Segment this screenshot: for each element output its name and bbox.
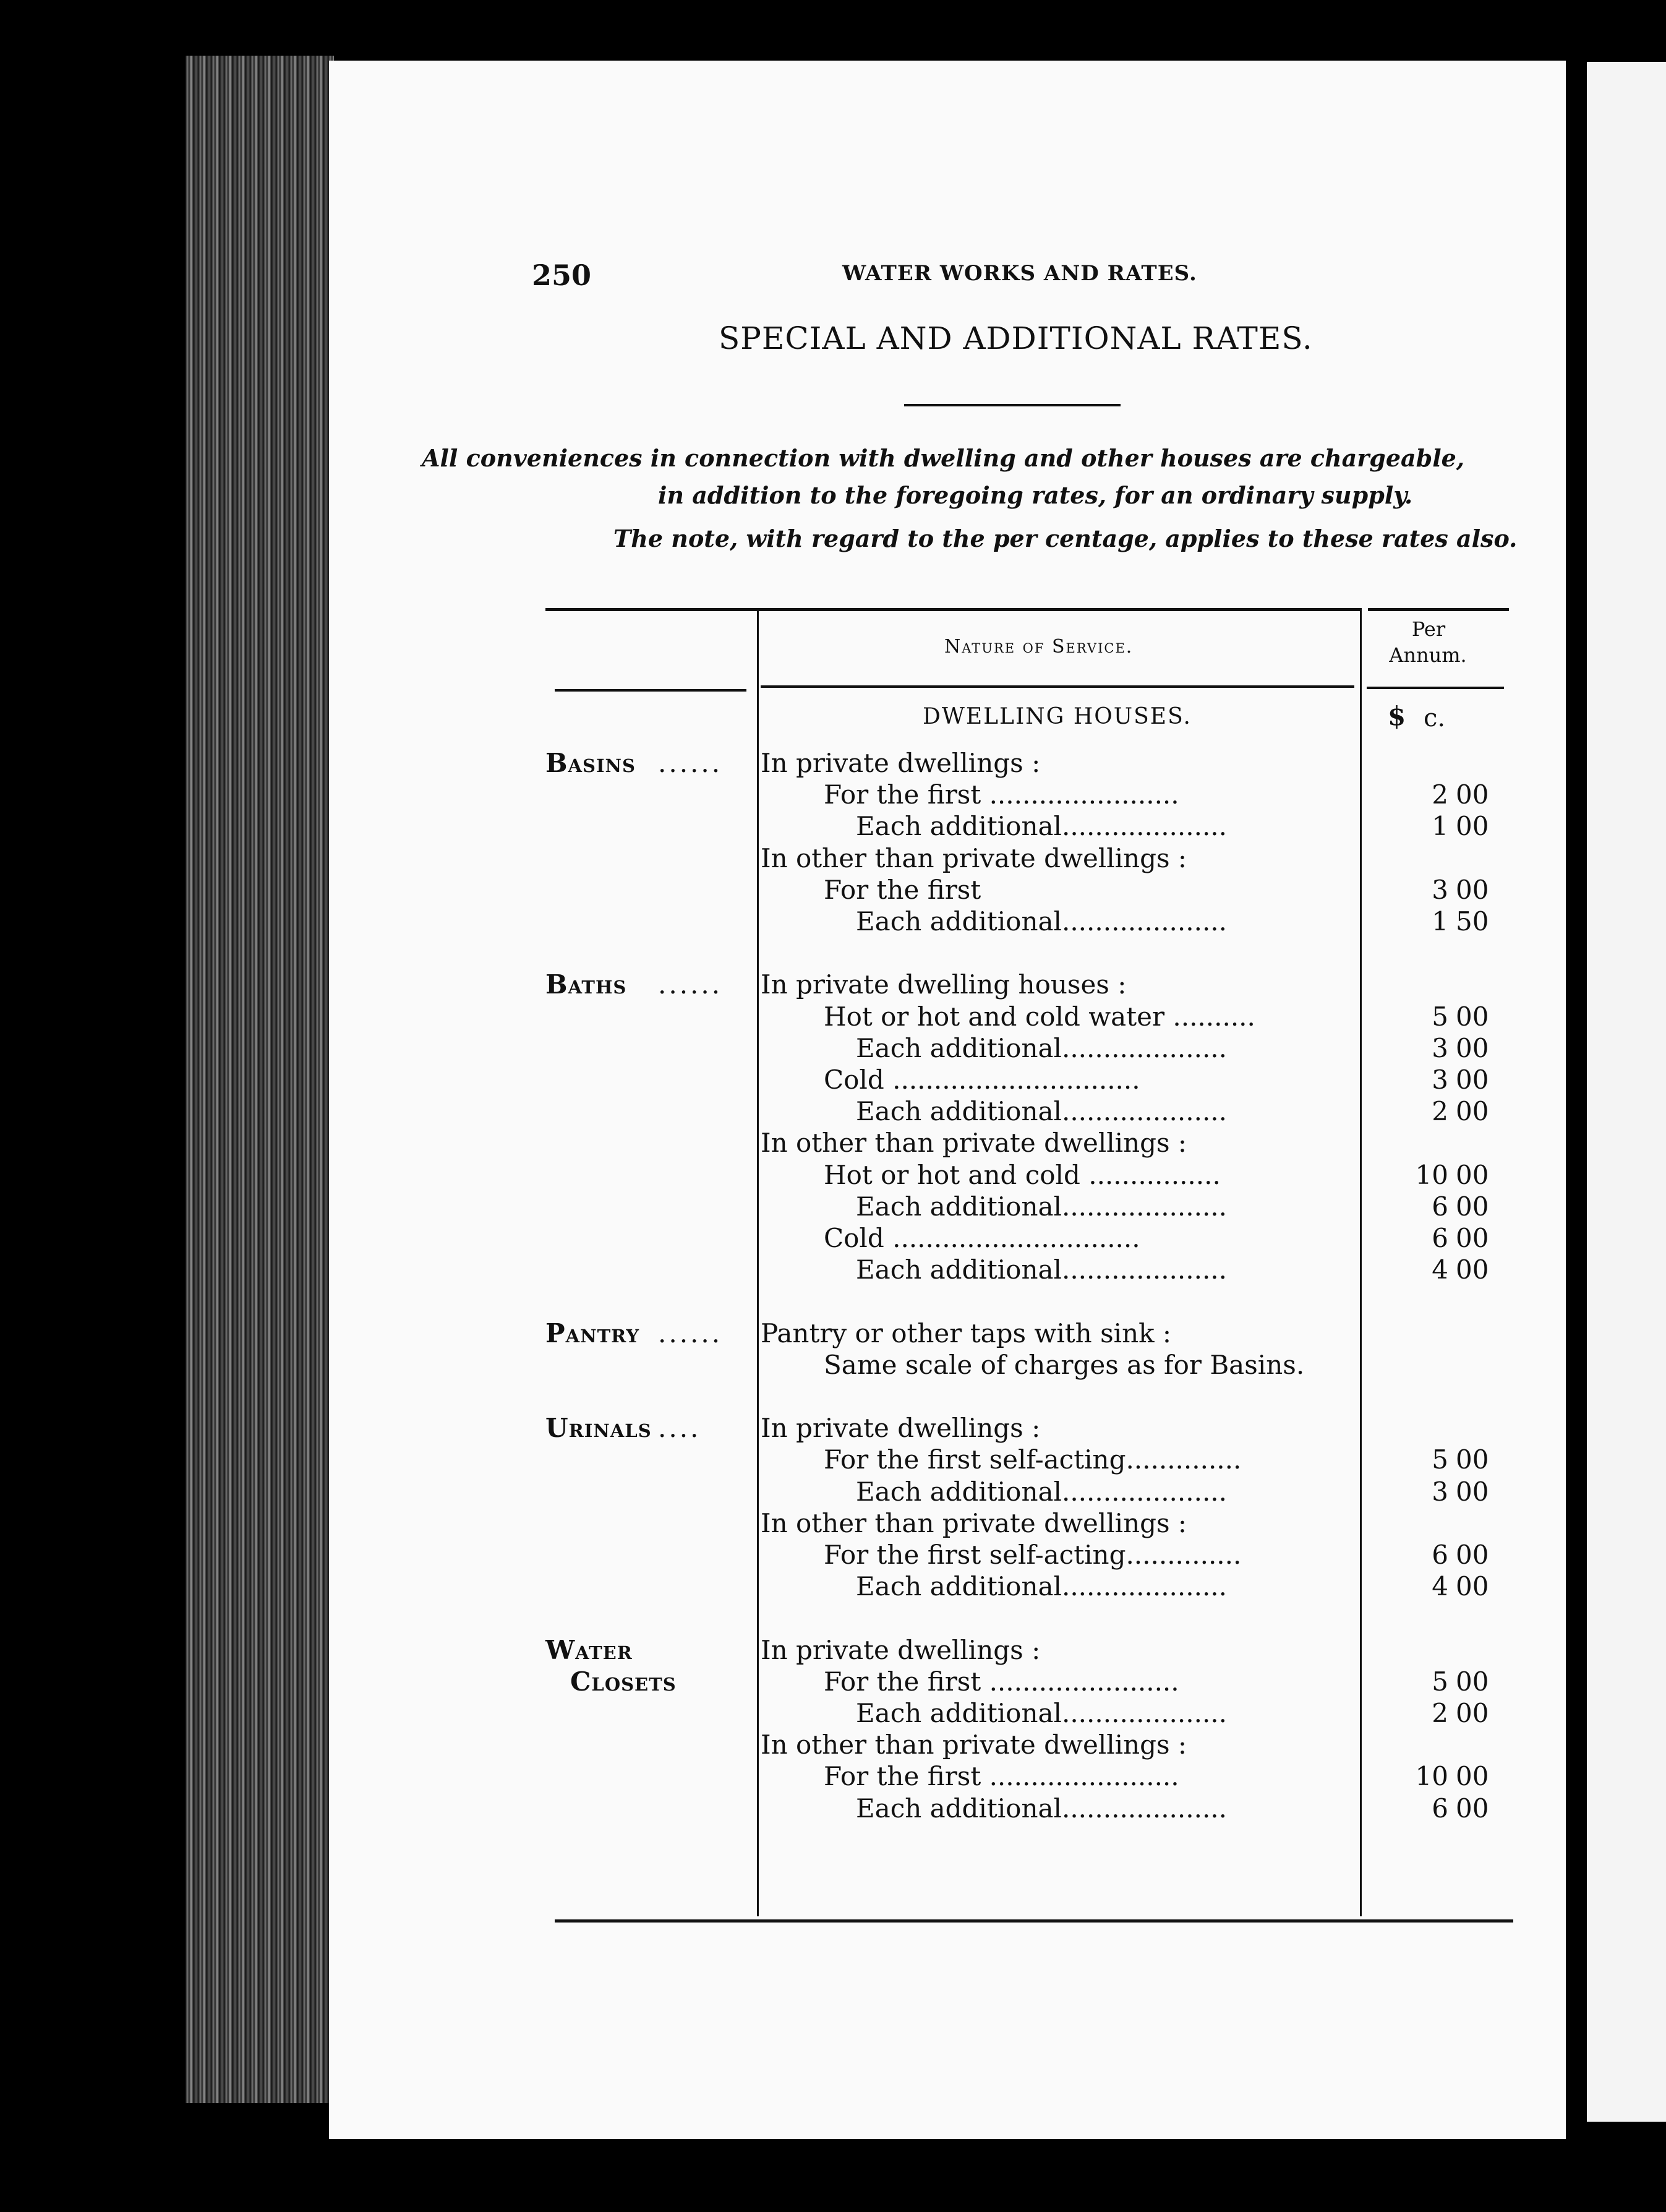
category-label: Basins xyxy=(545,748,636,778)
service-description: In private dwellings : xyxy=(761,748,1041,778)
rate-cents: 00 xyxy=(1456,1476,1489,1507)
column-header-per: Per xyxy=(1411,617,1446,641)
table-row xyxy=(329,1412,1566,1444)
rate-dollars: 3 xyxy=(1432,1032,1448,1063)
column-header-service: Nature of Service. xyxy=(944,636,1134,658)
service-description: In private dwellings : xyxy=(761,1413,1041,1444)
service-description: In other than private dwellings : xyxy=(761,1507,1187,1538)
page-number: 250 xyxy=(532,259,592,292)
table-row xyxy=(329,1032,1566,1065)
book-edge xyxy=(186,56,334,2103)
rate-cents: 00 xyxy=(1456,1096,1489,1127)
next-page-edge xyxy=(1587,62,1666,2122)
table-row xyxy=(329,1095,1566,1128)
rate-cents: 00 xyxy=(1456,1540,1489,1570)
category-leader-dots: ...... xyxy=(658,1318,723,1348)
service-description: In private dwelling houses : xyxy=(761,969,1127,1000)
category-label: Baths xyxy=(545,969,627,1000)
service-description: Each additional.................... xyxy=(856,1476,1227,1507)
intro-line: The note, with regard to the per centage, applies to these rates also. xyxy=(613,525,1518,552)
table-row xyxy=(329,1127,1566,1159)
service-description: In other than private dwellings : xyxy=(761,1128,1187,1159)
rate-dollars: 2 xyxy=(1432,1698,1448,1728)
service-description: Each additional.................... xyxy=(856,1191,1227,1222)
rate-cents: 00 xyxy=(1456,1032,1489,1063)
rate-dollars: 2 xyxy=(1432,1096,1448,1127)
rate-cents: 00 xyxy=(1456,1159,1489,1190)
header-rule xyxy=(761,685,1354,688)
service-description: In other than private dwellings : xyxy=(761,842,1187,873)
table-row xyxy=(329,1476,1566,1508)
table-row xyxy=(329,1381,1566,1413)
table-row xyxy=(329,810,1566,842)
service-description: Each additional.................... xyxy=(856,1698,1227,1728)
service-description: Cold .............................. xyxy=(824,1223,1140,1253)
service-description: For the first self-acting.............. xyxy=(824,1540,1242,1570)
service-description: Pantry or other taps with sink : xyxy=(761,1318,1172,1348)
rate-dollars: 3 xyxy=(1432,874,1448,905)
table-row xyxy=(329,1285,1566,1318)
service-description: Each additional.................... xyxy=(856,1571,1227,1602)
rate-dollars: 6 xyxy=(1432,1223,1448,1253)
table-row xyxy=(329,1793,1566,1825)
rate-dollars: 4 xyxy=(1432,1254,1448,1285)
service-description: Hot or hot and cold water .......... xyxy=(824,1001,1255,1032)
rate-dollars: 10 xyxy=(1415,1761,1448,1792)
rate-cents: 00 xyxy=(1456,779,1489,810)
rate-dollars: 10 xyxy=(1415,1159,1448,1190)
unit-cents: c. xyxy=(1424,704,1446,732)
table-row xyxy=(329,842,1566,875)
rate-dollars: 5 xyxy=(1432,1666,1448,1697)
category-label: Closets xyxy=(570,1666,677,1697)
category-label: Urinals xyxy=(545,1413,652,1444)
rate-dollars: 2 xyxy=(1432,779,1448,810)
table-row xyxy=(329,1571,1566,1603)
service-description: Each additional.................... xyxy=(856,906,1227,937)
table-row xyxy=(329,906,1566,938)
category-leader-dots: ...... xyxy=(658,748,723,778)
service-description: For the first self-acting.............. xyxy=(824,1444,1242,1475)
rate-cents: 00 xyxy=(1456,1793,1489,1824)
rate-dollars: 5 xyxy=(1432,1001,1448,1032)
service-description: Same scale of charges as for Basins. xyxy=(824,1349,1305,1380)
header-rule xyxy=(1367,687,1504,689)
rate-dollars: 1 xyxy=(1432,811,1448,842)
service-description: In other than private dwellings : xyxy=(761,1730,1187,1760)
rate-cents: 00 xyxy=(1456,1666,1489,1697)
service-description: Cold .............................. xyxy=(824,1065,1140,1095)
rate-dollars: 4 xyxy=(1432,1571,1448,1602)
rate-dollars: 3 xyxy=(1432,1065,1448,1095)
rate-dollars: 6 xyxy=(1432,1540,1448,1570)
table-row xyxy=(329,1349,1566,1381)
table-row xyxy=(329,1539,1566,1571)
service-description: Each additional.................... xyxy=(856,811,1227,842)
group-heading: DWELLING HOUSES. xyxy=(923,704,1192,729)
rate-cents: 00 xyxy=(1456,1444,1489,1475)
service-description: For the first ....................... xyxy=(824,1666,1179,1697)
rate-dollars: 6 xyxy=(1432,1793,1448,1824)
section-title: SPECIAL AND ADDITIONAL RATES. xyxy=(719,320,1313,356)
table-row xyxy=(329,1318,1566,1350)
category-leader-dots: .... xyxy=(658,1413,701,1444)
table-row xyxy=(329,1697,1566,1730)
service-description: In private dwellings : xyxy=(761,1634,1041,1665)
rate-cents: 00 xyxy=(1456,1065,1489,1095)
table-row xyxy=(329,779,1566,811)
table-row xyxy=(329,1159,1566,1191)
table-top-rule xyxy=(1368,608,1509,611)
table-row xyxy=(329,1760,1566,1793)
running-head: WATER WORKS AND RATES. xyxy=(842,261,1197,286)
table-row xyxy=(329,747,1566,779)
table-row xyxy=(329,1634,1566,1666)
intro-line: in addition to the foregoing rates, for an ordinary supply. xyxy=(658,481,1413,509)
rate-cents: 00 xyxy=(1456,811,1489,842)
service-description: For the first xyxy=(824,874,981,905)
rate-cents: 00 xyxy=(1456,1698,1489,1728)
table-row xyxy=(329,1064,1566,1096)
rate-cents: 00 xyxy=(1456,1254,1489,1285)
service-description: Hot or hot and cold ................ xyxy=(824,1159,1221,1190)
column-header-annum: Annum. xyxy=(1389,643,1467,667)
rate-dollars: 6 xyxy=(1432,1191,1448,1222)
category-label: Pantry xyxy=(545,1318,640,1348)
table-row xyxy=(329,1191,1566,1223)
rate-cents: 00 xyxy=(1456,1761,1489,1792)
table-row xyxy=(329,1729,1566,1761)
service-description: Each additional.................... xyxy=(856,1032,1227,1063)
rate-dollars: 1 xyxy=(1432,906,1448,937)
table-row xyxy=(329,1507,1566,1540)
rate-dollars: 3 xyxy=(1432,1476,1448,1507)
service-description: For the first ....................... xyxy=(824,779,1179,810)
unit-dollar: $ xyxy=(1388,701,1406,731)
table-bottom-rule xyxy=(555,1919,1513,1923)
table-row xyxy=(329,1602,1566,1634)
service-description: For the first ....................... xyxy=(824,1761,1179,1792)
table-row xyxy=(329,874,1566,906)
rate-cents: 00 xyxy=(1456,874,1489,905)
table-row xyxy=(329,969,1566,1001)
table-row xyxy=(329,1444,1566,1476)
document-page xyxy=(329,61,1566,2139)
rate-dollars: 5 xyxy=(1432,1444,1448,1475)
service-description: Each additional.................... xyxy=(856,1096,1227,1127)
category-leader-dots: ...... xyxy=(658,969,723,1000)
table-top-rule xyxy=(545,608,1362,611)
rate-cents: 00 xyxy=(1456,1001,1489,1032)
service-description: Each additional.................... xyxy=(856,1254,1227,1285)
intro-line: All conveniences in connection with dwelling and other houses are chargeable, xyxy=(422,444,1465,472)
rate-cents: 50 xyxy=(1456,906,1489,937)
rate-cents: 00 xyxy=(1456,1223,1489,1253)
table-row xyxy=(329,1001,1566,1033)
rate-cents: 00 xyxy=(1456,1571,1489,1602)
table-row xyxy=(329,937,1566,969)
rate-cents: 00 xyxy=(1456,1191,1489,1222)
table-row xyxy=(329,1254,1566,1286)
header-rule xyxy=(555,689,746,692)
table-row xyxy=(329,1666,1566,1698)
category-label: Water xyxy=(545,1634,633,1665)
table-row xyxy=(329,1222,1566,1254)
title-rule xyxy=(904,404,1121,406)
service-description: Each additional.................... xyxy=(856,1793,1227,1824)
